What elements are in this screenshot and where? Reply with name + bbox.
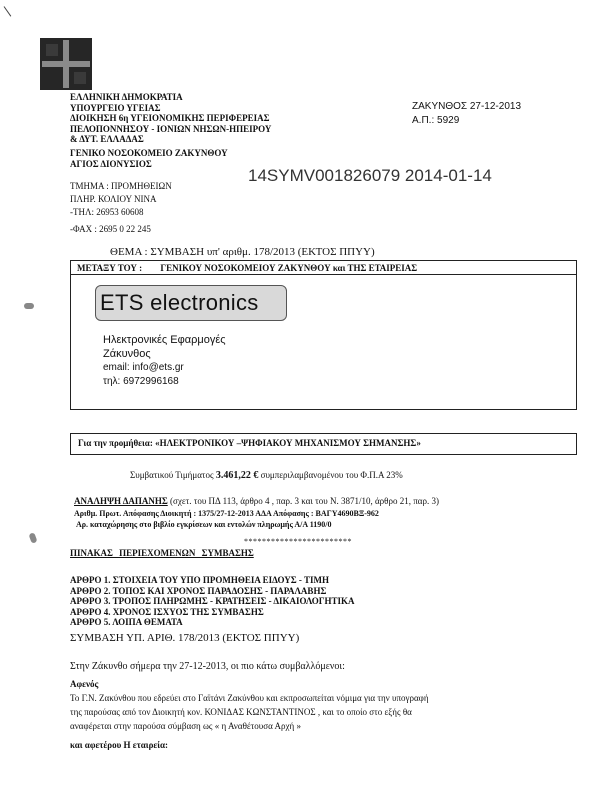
authority-line: ΥΠΟΥΡΓΕΙΟ ΥΓΕΙΑΣ [70,102,161,113]
authority-line: & ΔΥΤ. ΕΛΛΑΔΑΣ [70,134,144,145]
phone-number: -ΤΗΛ: 26953 60608 [70,207,144,217]
contact-block [70,180,172,236]
punch-hole [24,303,34,309]
between-text: ΓΕΝΙΚΟΥ ΝΟΣΟΚΟΜΕΙΟΥ ΖΑΚΥΝΘΟΥ και ΤΗΣ ΕΤΑΙΡΕΙΑΣ [160,263,418,273]
authority-line: ΓΕΝΙΚΟ ΝΟΣΟΚΟΜΕΙΟ ΖΑΚΥΝΘΟΥ [70,147,228,158]
contract-price-line [130,470,403,481]
commitment-title-line [74,496,439,506]
party-a-line: της παρούσας από τον Διοικητή κον. ΚΟΝΙΔΑΣ ΚΩΝΣΤΑΝΤΙΝΟΣ , και το οποίο στο εξής θα [70,707,412,717]
authority-line: ΔΙΟΙΚΗΣΗ 6η ΥΓΕΙΟΝΟΜΙΚΗΣ ΠΕΡΙΦΕΡΕΙΑΣ [70,113,270,124]
diavgeia-code: 14SYMV001826079 2014-01-14 [248,166,492,185]
authority-line: ΕΛΛΗΝΙΚΗ ΔΗΜΟΚΡΑΤΙΑ [70,92,183,102]
parties-box [70,260,577,410]
price-suffix: συμπεριλαμβανομένου του Φ.Π.Α 23% [260,470,403,480]
commitment-title: ΑΝΑΛΗΨΗ ΔΑΠΑΝΗΣ [74,496,168,506]
party-a-line: αναφέρεται στην παρούσα σύμβαση ως « η Αναθέτουσα Αρχή » [70,721,301,731]
registry-reference: Αρ. καταχώρησης στο βιβλίο εγκρίσεων και εντολών πληρωμής Α/Α 1190/0 [76,520,332,529]
authority-line: ΠΕΛΟΠΟΝΝΗΣΟΥ - ΙΟΝΙΩΝ ΝΗΣΩΝ-ΗΠΕΙΡΟΥ [70,123,272,134]
fax-number: -ΦΑΧ : 2695 0 22 245 [70,224,151,234]
contents-title: ΠΙΝΑΚΑΣ ΠΕΡΙΕΧΟΜΕΝΩΝ ΣΥΜΒΑΣΗΣ [70,548,254,558]
company-logo-text: ETS electronics [100,290,259,315]
contact-person: ΠΛΗΡ. ΚΟΛΙΟΥ ΝΙΝΑ [70,194,157,204]
contents-article: ΑΡΘΡΟ 5. ΛΟΙΠΑ ΘΕΜΑΤΑ [70,617,183,627]
subject-line: ΘΕΜΑ : ΣΥΜΒΑΣΗ υπ' αριθμ. 178/2013 (ΕΚΤΟΣ ΠΠΥΥ) [110,246,375,258]
company-details [103,333,226,389]
between-line [77,263,417,273]
box-divider [71,274,576,275]
punch-hole [28,532,37,543]
decision-reference: Αριθμ. Πρωτ. Απόφασης Διοικητή : 1375/27-12-2013 ΑΔΑ Απόφασης : ΒΑΓΥ4690ΒΞ-962 [74,509,379,518]
company-description: Ηλεκτρονικές Εφαρμογές [103,334,226,346]
company-phone: τηλ: 6972996168 [103,376,179,387]
department: ΤΜΗΜΑ : ΠΡΟΜΗΘΕΙΩΝ [70,181,172,191]
company-email: email: info@ets.gr [103,362,184,373]
company-city: Ζάκυνθος [103,348,151,360]
issuing-authority [70,92,271,169]
between-label: ΜΕΤΑΞΥ ΤΟΥ : [77,263,143,273]
commitment-note: (σχετ. του ΠΔ 113, άρθρο 4 , παρ. 3 και του Ν. 3871/10, άρθρο 21, παρ. 3) [170,496,439,506]
procurement-text: Για την προμήθεια: «ΗΛΕΚΤΡΟΝΙΚΟΥ –ΨΗΦΙΑΚΟΥ ΜΗΧΑΝΙΣΜΟΥ ΣΗΜΑΝΣΗΣ» [78,438,421,448]
scan-corner-mark [4,6,12,16]
contract-intro: Στην Ζάκυνθο σήμερα την 27-12-2013, οι πιο κάτω συμβαλλόμενοι: [70,661,345,672]
coat-of-arms-emblem [40,38,92,90]
protocol-number: Α.Π.: 5929 [412,115,460,126]
party-b-label: και αφετέρου Η εταιρεία: [70,740,169,750]
price-prefix: Συμβατικού Τιμήματος [130,470,214,480]
authority-line: ΑΓΙΟΣ ΔΙΟΝΥΣΙΟΣ [70,158,152,169]
contents-list [70,575,354,628]
company-logo [95,285,287,321]
contents-article: ΑΡΘΡΟ 2. ΤΟΠΟΣ ΚΑΙ ΧΡΟΝΟΣ ΠΑΡΑΔΟΣΗΣ - ΠΑΡΑΛΑΒΗΣ [70,585,327,596]
contents-article: ΑΡΘΡΟ 1. ΣΤΟΙΧΕΙΑ ΤΟΥ ΥΠΟ ΠΡΟΜΗΘΕΙΑ ΕΙΔΟΥΣ - ΤΙΜΗ [70,575,330,585]
party-a-label: Αφενός [70,679,99,689]
contract-heading: ΣΥΜΒΑΣΗ ΥΠ. ΑΡΙΘ. 178/2013 (ΕΚΤΟΣ ΠΠΥΥ) [70,632,300,644]
contents-article: ΑΡΘΡΟ 4. ΧΡΟΝΟΣ ΙΣΧΥΟΣ ΤΗΣ ΣΥΜΒΑΣΗΣ [70,606,264,617]
party-a-line: Το Γ.Ν. Ζακύνθου που εδρεύει στο Γαϊτάνι Ζακύνθου και εκπροσωπείται νόμιμα για την υπογραφή [70,693,429,703]
party-a-text [70,691,429,733]
contents-article: ΑΡΘΡΟ 3. ΤΡΟΠΟΣ ΠΛΗΡΩΜΗΣ - ΚΡΑΤΗΣΕΙΣ - ΔΙΚΑΙΟΛΟΓΗΤΙΚΑ [70,596,355,606]
procurement-box [70,433,577,455]
price-amount: 3.461,22 € [215,470,259,481]
asterisk-separator: ************************ [244,537,352,546]
place-date: ΖΑΚΥΝΘΟΣ 27-12-2013 [412,101,522,112]
